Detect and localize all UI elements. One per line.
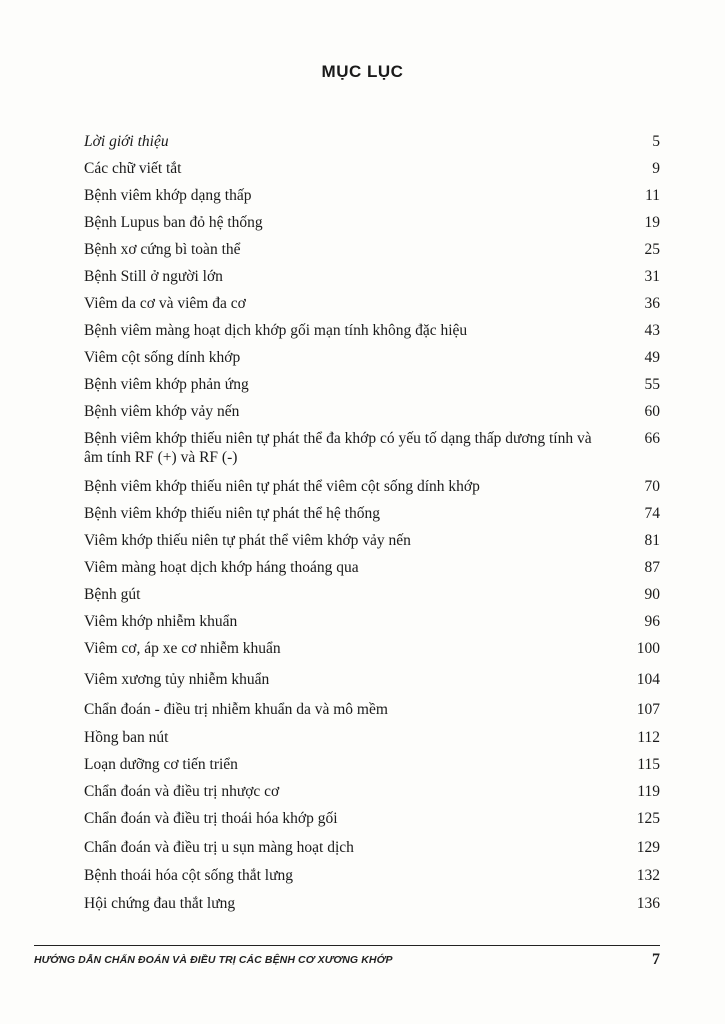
toc-entry	[84, 132, 660, 151]
toc-entry	[84, 477, 660, 496]
toc-entry	[84, 348, 660, 367]
toc-entry	[84, 612, 660, 631]
toc-entry	[84, 782, 660, 801]
toc-entry	[84, 159, 660, 178]
toc-entry-page: 11	[645, 187, 660, 204]
toc-entry-page: 70	[644, 478, 660, 495]
toc-entry-label: Bệnh Lupus ban đỏ hệ thống	[84, 214, 263, 231]
toc-entry	[84, 429, 660, 467]
toc-entry-label: Bệnh viêm khớp thiếu niên tự phát thể hệ thống	[84, 505, 380, 522]
toc-entry-page: 81	[644, 532, 660, 549]
toc-entry-label: Viêm da cơ và viêm đa cơ	[84, 295, 246, 312]
toc-entry	[84, 186, 660, 205]
toc-entry	[84, 866, 660, 885]
toc-entry-label: Các chữ viết tắt	[84, 160, 182, 177]
toc-entry-page: 19	[644, 214, 660, 231]
toc-entry	[84, 213, 660, 232]
toc-entry-label: Viêm khớp thiếu niên tự phát thể viêm khớp vảy nến	[84, 532, 411, 549]
toc-entry	[84, 639, 660, 658]
toc-entry-label: Chẩn đoán và điều trị thoái hóa khớp gối	[84, 810, 338, 827]
toc-entry	[84, 402, 660, 421]
toc-entry-label: Bệnh viêm khớp vảy nến	[84, 403, 240, 420]
toc-entry-label: Bệnh Still ở người lớn	[84, 268, 223, 285]
footer-running-title: HƯỚNG DẪN CHẨN ĐOÁN VÀ ĐIỀU TRỊ CÁC BỆNH CƠ XƯƠNG KHỚP	[34, 954, 393, 966]
toc-entry-label: Loạn dưỡng cơ tiến triển	[84, 756, 238, 773]
toc-entry-label: Bệnh viêm màng hoạt dịch khớp gối mạn tính không đặc hiệu	[84, 322, 468, 339]
toc-entry-page: 107	[636, 701, 660, 718]
toc-entry-page: 112	[637, 729, 660, 746]
toc-entry	[84, 894, 660, 913]
toc-entry-label: Chẩn đoán - điều trị nhiễm khuẩn da và mô mềm	[84, 701, 388, 718]
toc-entry	[84, 321, 660, 340]
toc-entry-label: Chẩn đoán và điều trị u sụn màng hoạt dịch	[84, 839, 354, 856]
toc-entry-page: 31	[644, 268, 660, 285]
toc-entry-page: 125	[636, 810, 660, 827]
toc-entry	[84, 809, 660, 828]
toc-entry-label: Bệnh gút	[84, 586, 141, 603]
toc-entry	[84, 700, 660, 719]
toc-entry-page: 129	[636, 839, 660, 856]
toc-entry	[84, 240, 660, 259]
toc-entry	[84, 375, 660, 394]
toc-entry	[84, 267, 660, 286]
toc-entry-page: 36	[644, 295, 660, 312]
toc-entry-page: 25	[644, 241, 660, 258]
toc-entry-page: 5	[652, 133, 660, 150]
toc-entry	[84, 670, 660, 689]
toc-entry-label: Viêm cột sống dính khớp	[84, 349, 241, 366]
toc-entry-label: Bệnh viêm khớp dạng thấp	[84, 187, 252, 204]
toc-entry-page: 119	[637, 783, 660, 800]
toc-entry-label: Bệnh thoái hóa cột sống thắt lưng	[84, 867, 294, 884]
toc-entry-page: 66	[644, 430, 660, 447]
footer-divider	[34, 945, 660, 946]
toc-entry	[84, 504, 660, 523]
toc-entry-page: 96	[644, 613, 660, 630]
toc-entry	[84, 728, 660, 747]
toc-entry-page: 74	[644, 505, 660, 522]
page-title: MỤC LỤC	[321, 62, 404, 81]
toc-entry-label: Viêm xương tủy nhiễm khuẩn	[84, 671, 270, 688]
toc-entry	[84, 531, 660, 550]
toc-entry-label: Bệnh xơ cứng bì toàn thể	[84, 241, 241, 258]
toc-entry-label: Viêm cơ, áp xe cơ nhiễm khuẩn	[84, 640, 281, 657]
toc-entry	[84, 755, 660, 774]
toc-entry	[84, 585, 660, 604]
toc-entry-page: 90	[644, 586, 660, 603]
footer-page-number: 7	[652, 951, 660, 968]
toc-entry	[84, 838, 660, 857]
toc-entry-label: Viêm màng hoạt dịch khớp háng thoáng qua	[84, 559, 359, 576]
toc-entry-page: 132	[636, 867, 660, 884]
toc-entry-page: 87	[644, 559, 660, 576]
toc-entry-label: Bệnh viêm khớp thiếu niên tự phát thể viêm cột sống dính khớp	[84, 478, 480, 495]
toc-entry-label: Bệnh viêm khớp thiếu niên tự phát thể đa khớp có yếu tố dạng thấp dương tính và âm tính RF (+) và RF (-)	[84, 430, 592, 466]
toc-entry-page: 60	[644, 403, 660, 420]
toc-entry-label: Hội chứng đau thắt lưng	[84, 895, 236, 912]
toc-entry-page: 100	[636, 640, 660, 657]
toc-entry-label: Hồng ban nút	[84, 729, 169, 746]
toc-entry-page: 9	[652, 160, 660, 177]
toc-entry-page: 115	[637, 756, 660, 773]
toc-entry	[84, 294, 660, 313]
toc-entry-page: 43	[644, 322, 660, 339]
toc-entry-label: Lời giới thiệu	[84, 133, 169, 150]
toc-entry-page: 55	[644, 376, 660, 393]
toc-entry-page: 104	[636, 671, 660, 688]
toc-entry	[84, 558, 660, 577]
toc-entry-label: Chẩn đoán và điều trị nhược cơ	[84, 783, 280, 800]
toc-entry-page: 136	[636, 895, 660, 912]
toc-entry-label: Viêm khớp nhiễm khuẩn	[84, 613, 238, 630]
toc-entry-page: 49	[644, 349, 660, 366]
toc-entry-label: Bệnh viêm khớp phản ứng	[84, 376, 249, 393]
